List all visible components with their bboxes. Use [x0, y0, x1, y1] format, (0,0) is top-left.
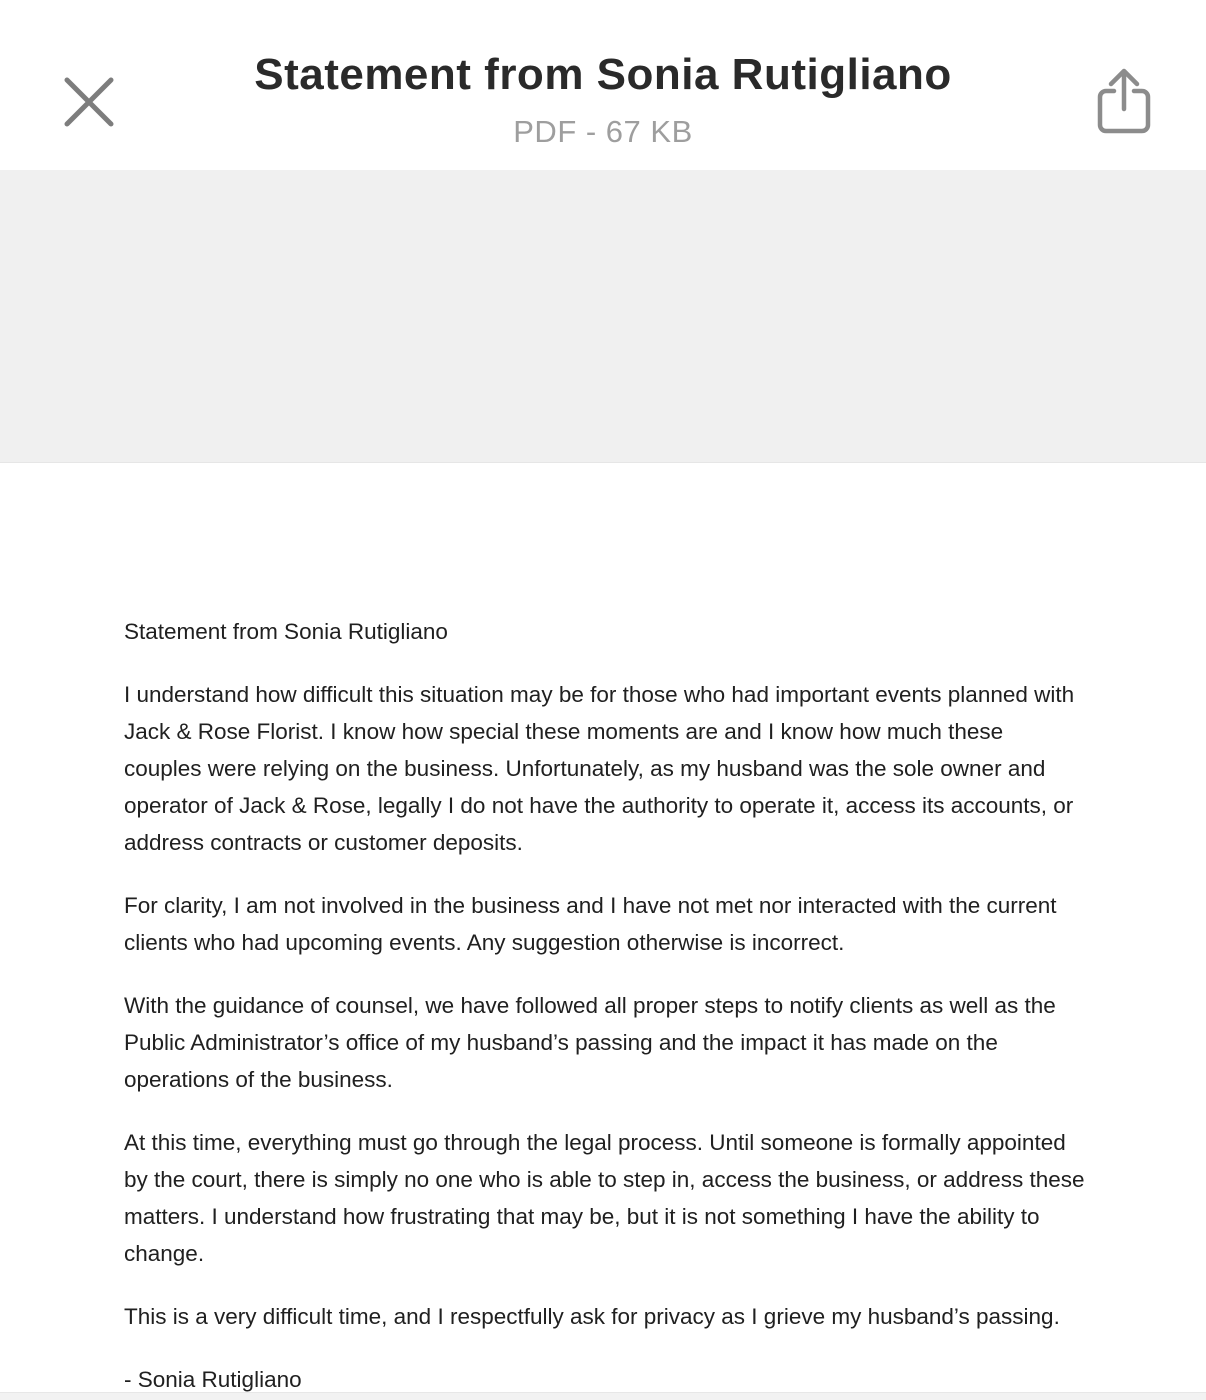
document-signature: - Sonia Rutigliano [124, 1367, 302, 1392]
pdf-page [0, 463, 1206, 1393]
header-text-block [0, 50, 1206, 150]
share-up-arrow-icon [1096, 123, 1152, 138]
file-meta: PDF - 67 KB [513, 114, 693, 149]
document-paragraph: I understand how difficult this situation may be for those who had important events planned with Jack & Rose Florist. I know how special these moments are and I know how much these couples were relying on the business. Unfortunately, as my husband was the sole owner and operator of Jack & Rose, legally I do not have the authority to operate it, access its accounts, or address contracts or customer deposits. [124, 682, 1075, 855]
share-button[interactable] [1094, 66, 1154, 138]
document-paragraph: With the guidance of counsel, we have followed all proper steps to notify clients as well as the Public Administrator’s office of my husband’s passing and the impact it has made on the operations of the business. [124, 993, 1056, 1092]
preview-header [0, 0, 1206, 170]
viewer-background-gap [0, 170, 1206, 463]
document-paragraph: For clarity, I am not involved in the business and I have not met nor interacted with the current clients who had upcoming events. Any suggestion otherwise is incorrect. [124, 893, 1057, 955]
document-paragraph: At this time, everything must go through the legal process. Until someone is formally appointed by the court, there is simply no one who is able to step in, access the business, or address these matters. I understand how frustrating that may be, but it is not something I have the ability to change. [124, 1130, 1085, 1266]
footer-bar [0, 1392, 1206, 1400]
document-heading: Statement from Sonia Rutigliano [124, 619, 448, 644]
document-paragraph: This is a very difficult time, and I respectfully ask for privacy as I grieve my husband’s passing. [124, 1304, 1060, 1329]
page-title: Statement from Sonia Rutigliano [254, 50, 952, 99]
